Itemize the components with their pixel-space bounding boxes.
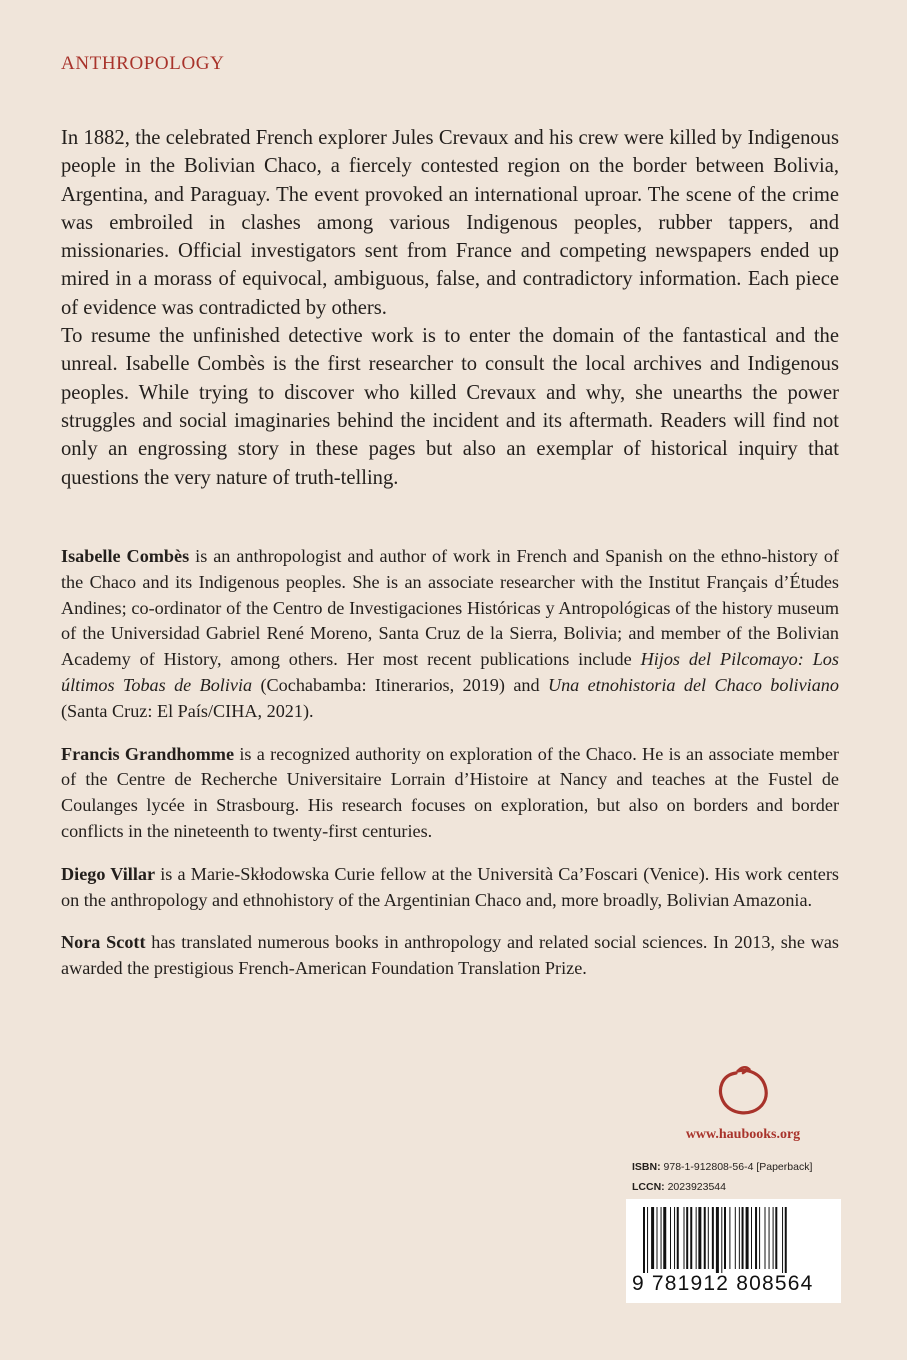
bio-villar: Diego Villar is a Marie-Skłodowska Curie fellow at the Università Ca’Foscari (Venice). His work centers on the anthropology and ethnohistory of the Argentinian Chaco and, more broadly, Bolivian Amazonia. — [61, 863, 839, 910]
barcode-bar — [729, 1207, 730, 1269]
barcode — [626, 1199, 841, 1303]
publisher-website: www.haubooks.org — [685, 1127, 801, 1142]
barcode-bar — [746, 1207, 749, 1269]
barcode-bar — [755, 1207, 757, 1269]
barcode-bar — [651, 1207, 654, 1269]
barcode-bar — [716, 1207, 719, 1273]
barcode-bar — [751, 1207, 752, 1269]
barcode-bar — [684, 1207, 685, 1269]
author-name: Francis Grandhomme — [61, 743, 235, 764]
barcode-bar — [735, 1207, 736, 1269]
barcode-bar — [698, 1207, 701, 1269]
bio-scott: Nora Scott has translated numerous books in anthropology and related social sciences. In 2013, she was awarded the prestigious French-American Foundation Translation Prize. — [61, 932, 839, 979]
translator-name: Nora Scott — [61, 932, 146, 953]
barcode-bar — [674, 1207, 675, 1269]
barcode-bar — [663, 1207, 666, 1269]
barcode-bar — [686, 1207, 688, 1269]
barcode-number: 9 781912 808564 — [632, 1272, 814, 1295]
barcode-bar — [696, 1207, 697, 1269]
isbn-line: ISBN: 978-1-912808-56-4 [Paperback] — [632, 1161, 813, 1173]
barcode-bar — [724, 1207, 726, 1269]
barcode-bar — [775, 1207, 777, 1269]
barcode-bar — [647, 1207, 648, 1273]
barcode-bar — [769, 1207, 770, 1269]
barcode-bar — [677, 1207, 679, 1269]
bio-grandhomme: Francis Grandhomme is a recognized authority on exploration of the Chaco. He is an associate member of the Centre de Recherche Universitaire Lorrain d’Histoire at Nancy and teaches at the Fustel de Coulanges lycée in Strasbourg. His research focuses on exploration, but also on borders and border conflicts in the nineteenth to twenty-first centuries. — [61, 743, 839, 841]
barcode-bar — [773, 1207, 774, 1269]
author-name: Diego Villar — [61, 863, 156, 884]
book-title: Hijos del Pilcomayo: Los últimos Tobas de Bolivia — [61, 649, 839, 695]
barcode-bar — [742, 1207, 744, 1269]
description-paragraph-1: In 1882, the celebrated French explorer Jules Crevaux and his crew were killed by Indigenous people in the Bolivian Chaco, a fiercely contested region on the border between Bolivia, Argentina, and Paraguay. The event provoked an international uproar. The scene of the crime was embroiled in clashes among various Indigenous peoples, rubber tappers, and missionaries. Official investigators sent from France and competing newspapers ended up mired in a morass of equivocal, ambiguous, false, and contradictory information. Each piece of evidence was contradicted by others. — [61, 127, 839, 319]
book-title: Una etnohistoria del Chaco boliviano — [547, 674, 839, 695]
barcode-bar — [670, 1207, 671, 1269]
description-paragraph-2: To resume the unfinished detective work is to enter the domain of the fantastical and the unreal. Isabelle Combès is the first researcher to consult the local archives and Indigenous peoples. While trying to discover who killed Crevaux and why, she unearths the power struggles and social imaginaries behind the incident and its aftermath. Readers will find not only an engrossing story in these pages but also an exemplar of historical inquiry that questions the very nature of truth-telling. — [61, 325, 839, 489]
barcode-bar — [739, 1207, 740, 1269]
barcode-bar — [721, 1207, 722, 1273]
lccn-line: LCCN: 2023923544 — [632, 1181, 726, 1193]
barcode-bar — [759, 1207, 760, 1269]
category-label: ANTHROPOLOGY — [61, 53, 225, 74]
barcode-bar — [643, 1207, 645, 1273]
barcode-bar — [704, 1207, 706, 1269]
bio-combes: Isabelle Combès is an anthropologist and author of work in French and Spanish on the ethno-history of the Chaco and its Indigenous peoples. She is an associate researcher with the Institut Français d’Études Andines; co-ordinator of the Centro de Investigaciones Históricas y Antropológicas of the history museum of the Universidad Gabriel René Moreno, Santa Cruz de la Sierra, Bolivia; and member of the Bolivian Academy of History, among others. Her most recent publications include Hijos del Pilcomayo: Los últimos Tobas de Bolivia (Cochabamba: Itinerarios, 2019) and Una etnohistoria del Chaco boliviano (Santa Cruz: El País/CIHA, 2021). — [61, 546, 839, 721]
ouroboros-logo-icon — [706, 1061, 782, 1125]
barcode-bar — [712, 1207, 714, 1269]
book-description — [61, 124, 839, 492]
author-name: Isabelle Combès — [61, 546, 190, 566]
barcode-bar — [708, 1207, 709, 1269]
barcode-bar — [765, 1207, 766, 1269]
barcode-bar — [782, 1207, 783, 1273]
barcode-bar — [785, 1207, 787, 1273]
barcode-bar — [690, 1207, 692, 1269]
barcode-bar — [661, 1207, 662, 1269]
author-bios — [61, 544, 839, 999]
barcode-bar — [657, 1207, 658, 1269]
